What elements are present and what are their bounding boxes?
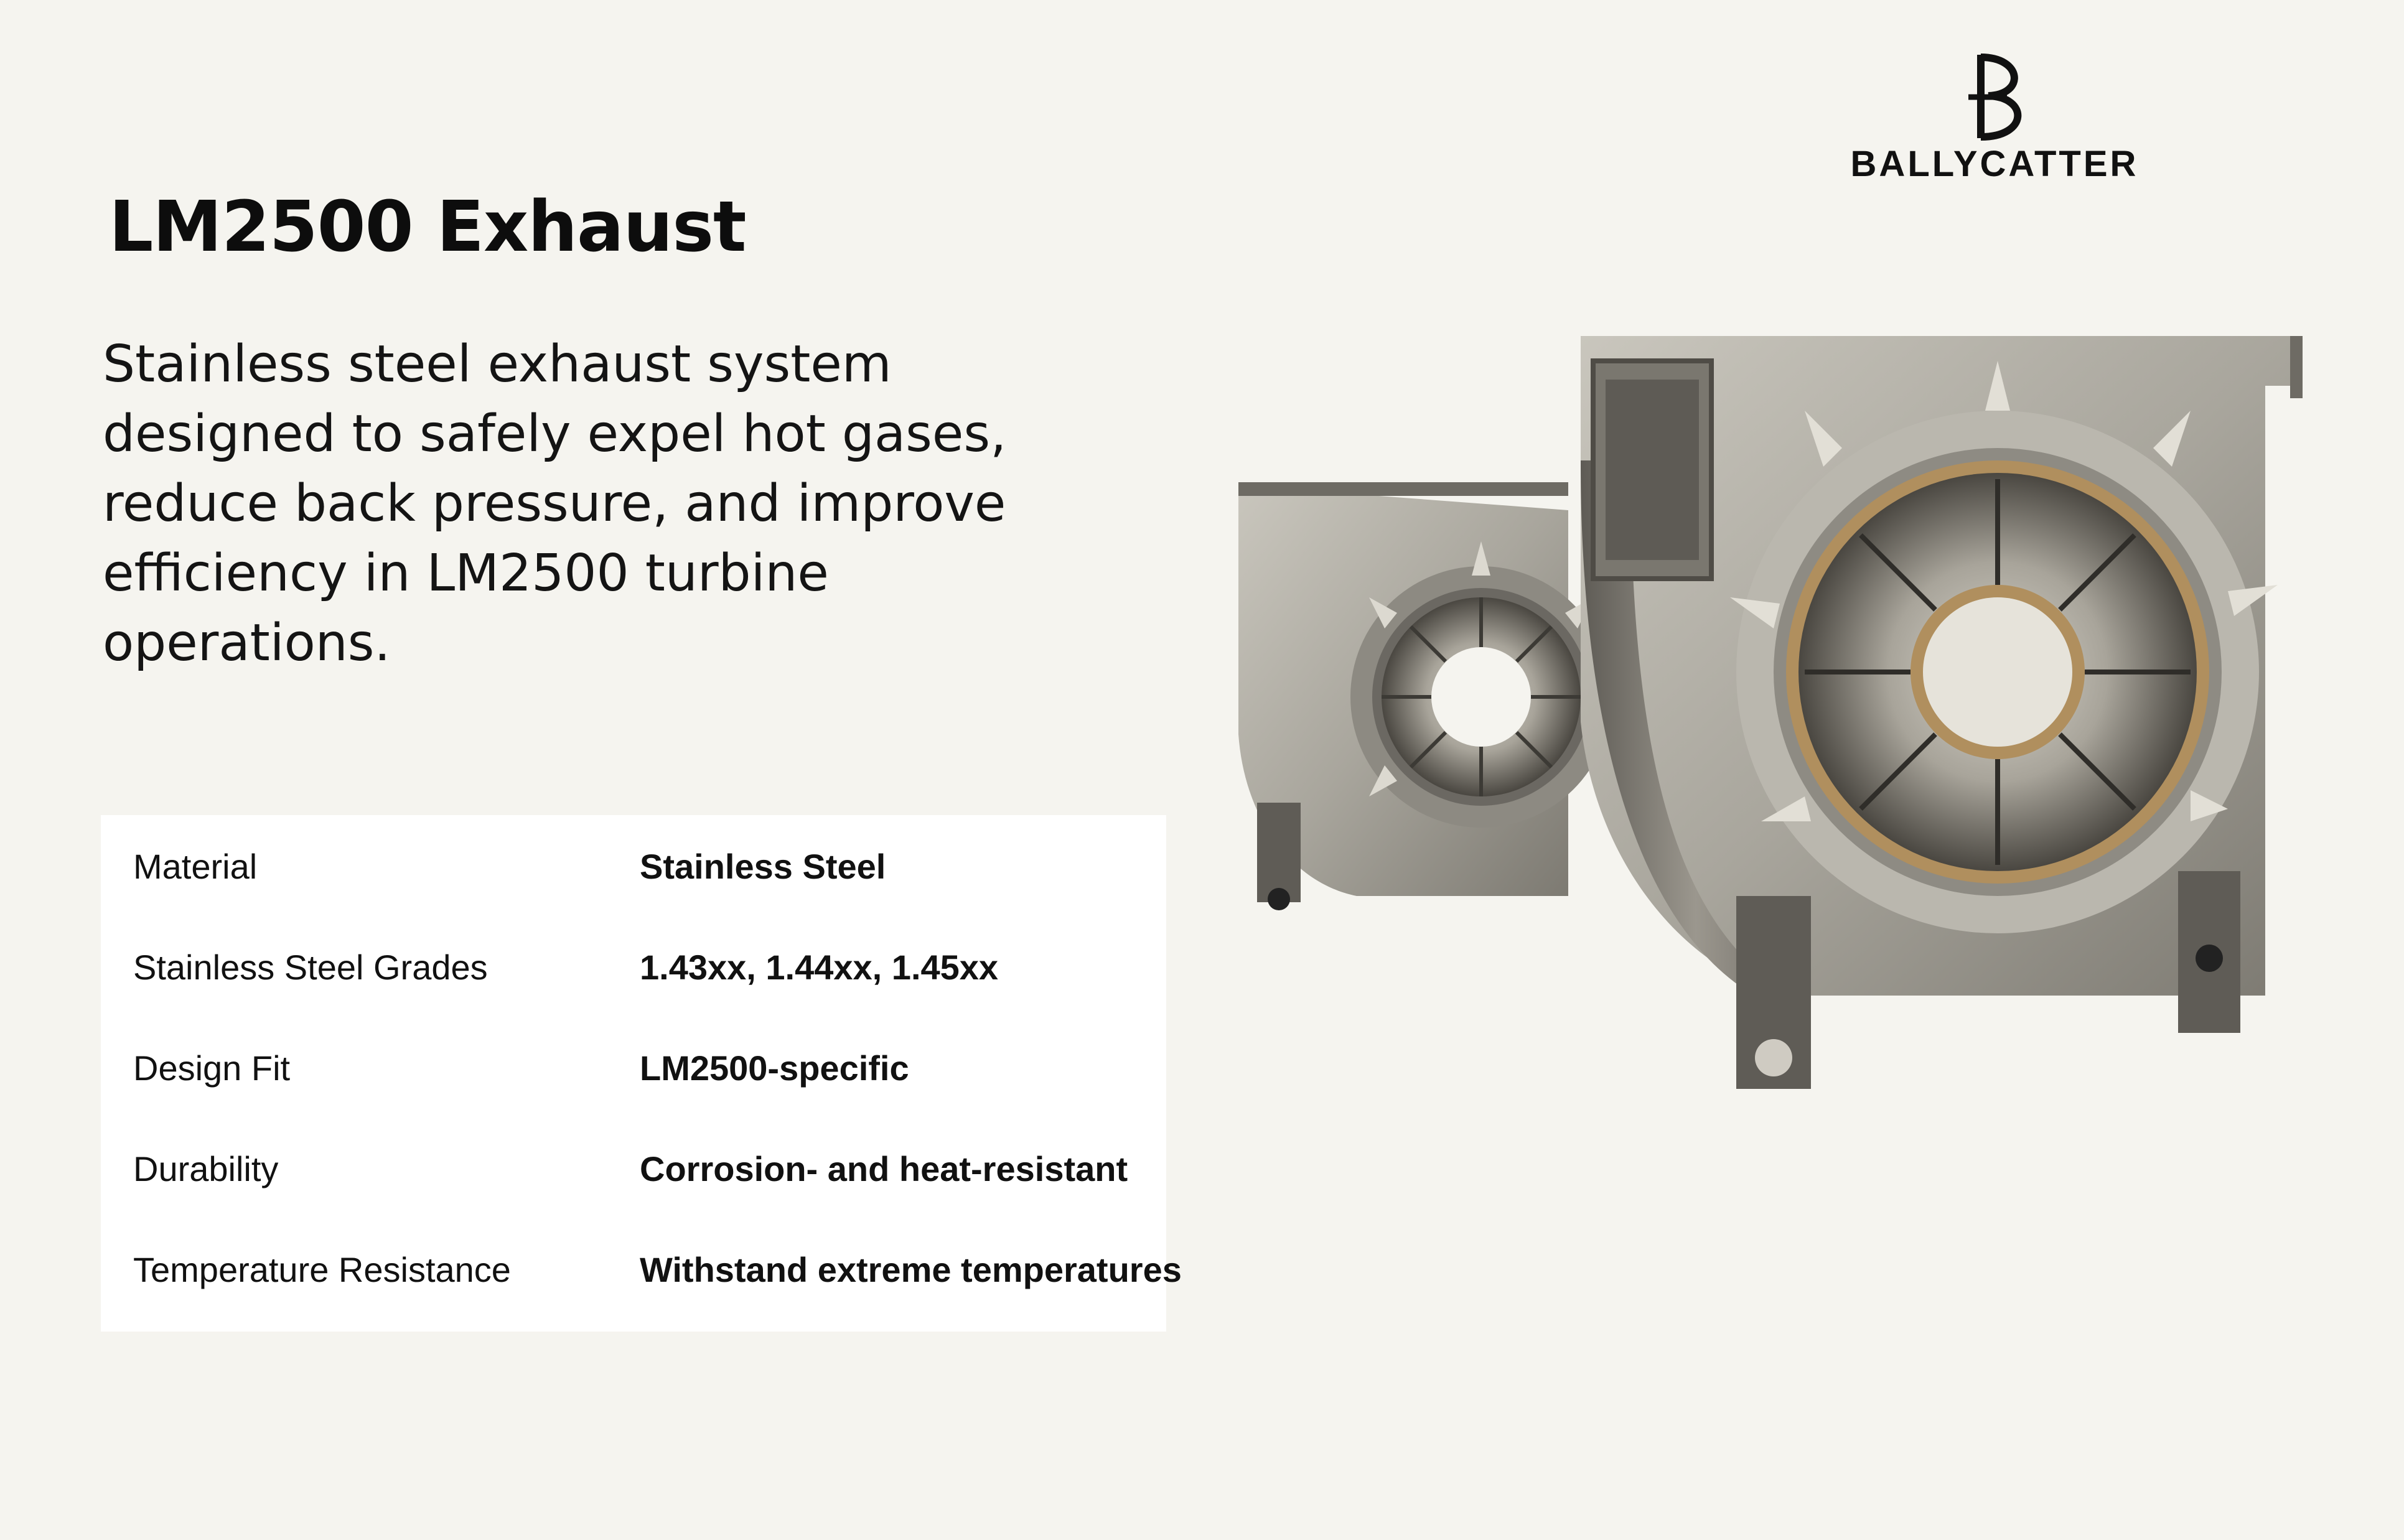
spec-label: Durability (133, 1149, 279, 1188)
spec-row-temperature (101, 1218, 1182, 1319)
spec-row-material (101, 815, 1166, 916)
spec-value: LM2500-specific (640, 1048, 909, 1088)
spec-row-durability (101, 1118, 1166, 1218)
spec-value: Corrosion- and heat-resistant (640, 1149, 1128, 1188)
exhaust-housing-illustration (1220, 336, 2303, 1157)
ballycatter-logo-icon (1963, 50, 2038, 143)
rear-exhaust-unit (1238, 482, 1612, 910)
spec-label: Design Fit (133, 1048, 291, 1088)
spec-value: Stainless Steel (640, 847, 886, 886)
spec-value: 1.43xx, 1.44xx, 1.45xx (640, 948, 999, 987)
spec-label: Temperature Resistance (133, 1250, 511, 1289)
brand-logo (1839, 50, 2150, 187)
spec-table (101, 815, 1182, 1332)
product-description: Stainless steel exhaust system designed to safely expel hot gases, reduce back pressure, and improve efficiency in LM2500 turbine operations. (103, 335, 1007, 673)
front-exhaust-unit (1581, 336, 2303, 1089)
spec-row-design-fit (101, 1017, 1166, 1118)
spec-label: Stainless Steel Grades (133, 948, 488, 987)
page-title: LM2500 Exhaust (109, 187, 746, 268)
spec-row-grades (101, 916, 1166, 1017)
spec-value: Withstand extreme temperatures (640, 1250, 1182, 1289)
brand-name: BALLYCATTER (1850, 144, 2139, 184)
spec-label: Material (133, 847, 258, 886)
